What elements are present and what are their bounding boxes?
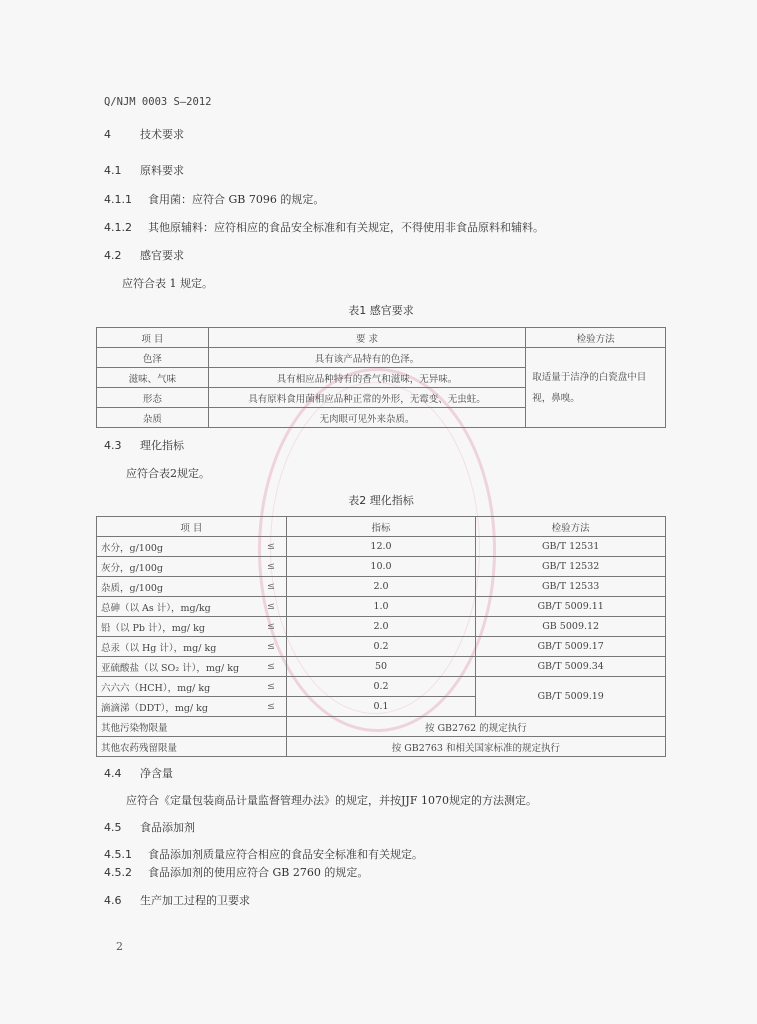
- standard-code: Q/NJM 0003 S—2012: [104, 96, 212, 108]
- section-4-1-heading: [104, 162, 184, 178]
- item-cell: 总汞（以 Hg 计），mg/ kg: [97, 637, 257, 657]
- limit-cell: 2.0: [286, 577, 476, 597]
- item-cell: 杂质: [97, 408, 209, 428]
- physicochemical-indicators-table: [96, 516, 666, 757]
- table-header-row: [97, 328, 666, 348]
- item-cell: 杂质，g/100g: [97, 577, 257, 597]
- item-cell: 滴滴涕（DDT），mg/ kg: [97, 697, 257, 717]
- comparator-cell: ≤: [256, 577, 286, 597]
- table-row: [97, 348, 666, 368]
- item-cell: 总砷（以 As 计），mg/kg: [97, 597, 257, 617]
- column-header: 检验方法: [476, 517, 666, 537]
- method-cell: GB/T 5009.19: [476, 677, 666, 717]
- item-cell: 色泽: [97, 348, 209, 368]
- method-cell: GB/T 5009.17: [476, 637, 666, 657]
- item-cell: 水分，g/100g: [97, 537, 257, 557]
- section-4-2-heading: [104, 247, 184, 263]
- requirement-cell: 具有相应品种特有的香气和滋味，无异味。: [208, 368, 525, 388]
- section-4-4-text: 应符合《定量包装商品计量监督管理办法》的规定，并按JJF 1070规定的方法测定。: [126, 794, 537, 807]
- item-cell: 滋味、气味: [97, 368, 209, 388]
- item-cell: 其他污染物限量: [97, 717, 287, 737]
- requirement-cell: 按 GB2763 和相关国家标准的规定执行: [286, 737, 665, 757]
- method-cell: GB/T 12533: [476, 577, 666, 597]
- item-cell: 其他农药残留限量: [97, 737, 287, 757]
- section-title: 食品添加剂: [140, 821, 195, 834]
- section-4-2-note: 应符合表 1 规定。: [122, 277, 213, 290]
- clause-text: 食品添加剂的使用应符合 GB 2760 的规定。: [148, 866, 369, 879]
- comparator-cell: ≤: [256, 557, 286, 577]
- section-4-5-heading: [104, 819, 195, 835]
- limit-cell: 0.2: [286, 677, 476, 697]
- limit-cell: 10.0: [286, 557, 476, 577]
- table-header-row: [97, 517, 666, 537]
- section-number: 4.5: [104, 821, 122, 834]
- item-cell: 灰分，g/100g: [97, 557, 257, 577]
- requirement-cell: 具有该产品特有的色泽。: [208, 348, 525, 368]
- table-row: [97, 657, 666, 677]
- comparator-cell: ≤: [256, 597, 286, 617]
- limit-cell: 2.0: [286, 617, 476, 637]
- comparator-cell: ≤: [256, 697, 286, 717]
- section-number: 4.2: [104, 249, 122, 262]
- column-header: 要 求: [208, 328, 525, 348]
- method-cell: GB/T 5009.11: [476, 597, 666, 617]
- section-title: 生产加工过程的卫要求: [140, 894, 250, 907]
- comparator-cell: ≤: [256, 537, 286, 557]
- table-row: [97, 737, 666, 757]
- clause-number: 4.1.2: [104, 221, 132, 234]
- item-cell: 铅（以 Pb 计），mg/ kg: [97, 617, 257, 637]
- table1-caption: 表1 感官要求: [348, 304, 414, 317]
- section-number: 4.6: [104, 894, 122, 907]
- method-cell: GB/T 12531: [476, 537, 666, 557]
- clause-number: 4.1.1: [104, 193, 132, 206]
- table-row: [97, 677, 666, 697]
- page-number: 2: [116, 940, 123, 953]
- requirement-cell: 具有原料食用菌相应品种正常的外形，无霉变、无虫蛀。: [208, 388, 525, 408]
- table-row: [97, 637, 666, 657]
- limit-cell: 0.2: [286, 637, 476, 657]
- requirement-cell: 无肉眼可见外来杂质。: [208, 408, 525, 428]
- comparator-cell: ≤: [256, 617, 286, 637]
- section-4-3-heading: [104, 437, 184, 453]
- clause-4-5-1: [104, 846, 423, 862]
- table-row: [97, 617, 666, 637]
- section-4-3-note: 应符合表2规定。: [126, 467, 210, 480]
- column-header: 项 目: [97, 328, 209, 348]
- comparator-cell: ≤: [256, 677, 286, 697]
- clause-4-1-1: [104, 191, 324, 207]
- table2-caption: 表2 理化指标: [348, 494, 414, 507]
- table-row: [97, 597, 666, 617]
- clause-number: 4.5.2: [104, 866, 132, 879]
- limit-cell: 12.0: [286, 537, 476, 557]
- requirement-cell: 按 GB2762 的规定执行: [286, 717, 665, 737]
- clause-4-5-2: [104, 864, 368, 880]
- comparator-cell: ≤: [256, 657, 286, 677]
- section-number: 4.4: [104, 767, 122, 780]
- section-number: 4.1: [104, 164, 122, 177]
- item-cell: 形态: [97, 388, 209, 408]
- method-cell: GB/T 5009.34: [476, 657, 666, 677]
- section-number: 4.3: [104, 439, 122, 452]
- section-4-heading: [104, 126, 184, 142]
- clause-text: 食品添加剂质量应符合相应的食品安全标准和有关规定。: [148, 848, 423, 861]
- column-header: 检验方法: [526, 328, 666, 348]
- comparator-cell: ≤: [256, 637, 286, 657]
- section-title: 净含量: [140, 767, 173, 780]
- item-cell: 亚硫酸盐（以 SO₂ 计），mg/ kg: [97, 657, 257, 677]
- section-title: 原料要求: [140, 164, 184, 177]
- method-cell: 取适量于洁净的白瓷盘中目视，鼻嗅。: [526, 348, 666, 428]
- method-cell: GB 5009.12: [476, 617, 666, 637]
- clause-text: 食用菌：应符合 GB 7096 的规定。: [148, 193, 325, 206]
- section-4-6-heading: [104, 892, 250, 908]
- item-cell: 六六六（HCH），mg/ kg: [97, 677, 257, 697]
- limit-cell: 1.0: [286, 597, 476, 617]
- table-row: [97, 577, 666, 597]
- section-title: 感官要求: [140, 249, 184, 262]
- sensory-requirements-table: [96, 327, 666, 428]
- section-number: 4: [104, 128, 111, 141]
- section-4-4-heading: [104, 765, 173, 781]
- limit-cell: 0.1: [286, 697, 476, 717]
- column-header: 指标: [286, 517, 476, 537]
- clause-number: 4.5.1: [104, 848, 132, 861]
- table-row: [97, 557, 666, 577]
- table-row: [97, 717, 666, 737]
- section-title: 理化指标: [140, 439, 184, 452]
- limit-cell: 50: [286, 657, 476, 677]
- clause-text: 其他原辅料：应符相应的食品安全标准和有关规定，不得使用非食品原料和辅料。: [148, 221, 544, 234]
- method-cell: GB/T 12532: [476, 557, 666, 577]
- column-header: 项 目: [97, 517, 287, 537]
- table-row: [97, 537, 666, 557]
- section-title: 技术要求: [140, 128, 184, 141]
- clause-4-1-2: [104, 219, 544, 235]
